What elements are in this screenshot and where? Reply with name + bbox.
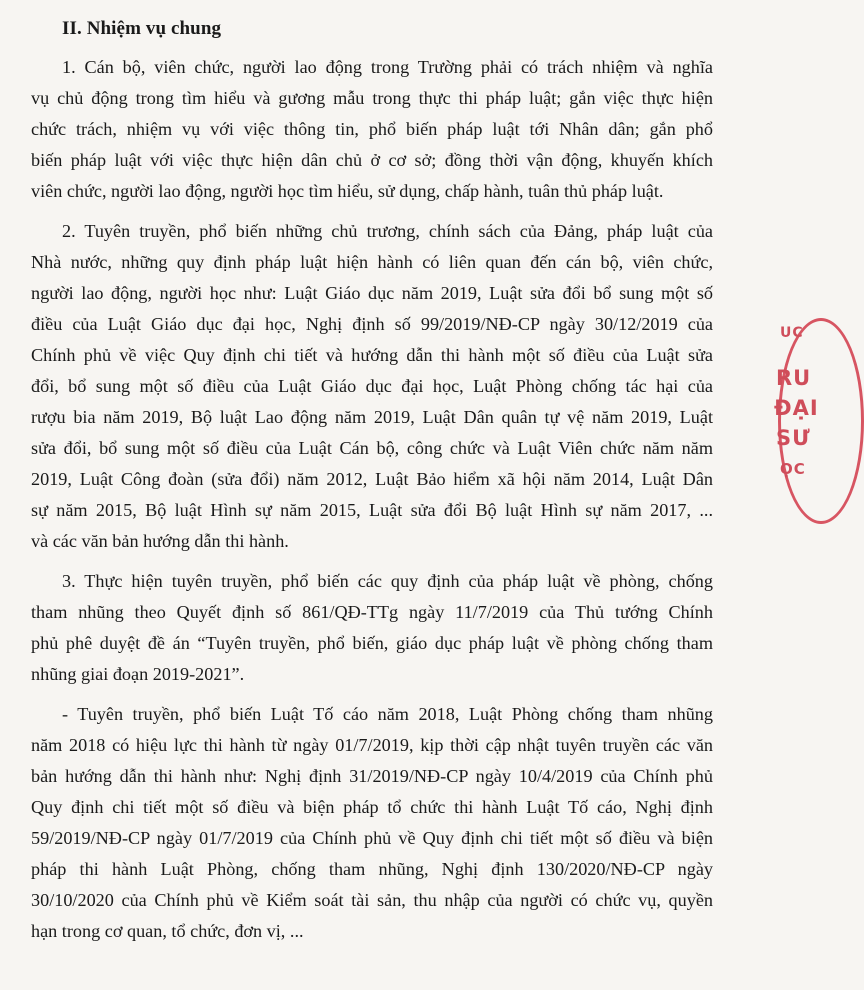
text-line: 59/2019/NĐ-CP ngày 01/7/2019 của Chính phủ về Quy định chi tiết một số điều và biện [31, 828, 713, 848]
text-line: 3. Thực hiện tuyên truyền, phổ biến các quy định của pháp luật về phòng, chống [62, 571, 713, 591]
text-line: và các văn bản hướng dẫn thi hành. [31, 531, 289, 551]
text-line: nhũng giai đoạn 2019-2021”. [31, 664, 245, 684]
seal-text: UC [780, 325, 804, 341]
text-line: năm 2018 có hiệu lực thi hành từ ngày 01/7/2019, kịp thời cập nhật tuyên truyền các văn [31, 735, 713, 755]
text-line: biến pháp luật với việc thực hiện dân chủ ở cơ sở; đồng thời vận động, khuyến khích [31, 150, 713, 170]
text-line: pháp thi hành Luật Phòng, chống tham nhũng, Nghị định 130/2020/NĐ-CP ngày [31, 859, 713, 879]
text-line: bản hướng dẫn thi hành như: Nghị định 31/2019/NĐ-CP ngày 10/4/2019 của Chính phủ [31, 766, 713, 786]
seal-text: ỌC [780, 460, 806, 478]
text-line: hạn trong cơ quan, tổ chức, đơn vị, ... [31, 921, 304, 941]
document-body [31, 52, 713, 947]
seal-text: SƯ [776, 426, 811, 450]
text-line: vụ chủ động trong tìm hiểu và gương mẫu trong thực thi pháp luật; gắn việc thực hiện [31, 88, 713, 108]
text-line: viên chức, người lao động, người học tìm hiểu, sử dụng, chấp hành, tuân thủ pháp luật. [31, 181, 664, 201]
text-line: 2. Tuyên truyền, phổ biến những chủ trương, chính sách của Đảng, pháp luật của [62, 221, 713, 241]
red-seal-stamp [760, 318, 819, 518]
seal-text: ĐẠI [774, 396, 819, 420]
text-line: 30/10/2020 của Chính phủ về Kiểm soát tài sản, thu nhập của người có chức vụ, quyền [31, 890, 713, 910]
text-line: phủ phê duyệt đề án “Tuyên truyền, phổ biến, giáo dục pháp luật về phòng chống tham [31, 633, 713, 653]
seal-text: RU [776, 366, 812, 390]
text-line: chức trách, nhiệm vụ với việc thông tin, phổ biến pháp luật tới Nhân dân; gắn phổ [31, 119, 713, 139]
text-line: Nhà nước, những quy định pháp luật hiện hành có liên quan đến cán bộ, viên chức, [31, 252, 713, 272]
text-line: 2019, Luật Công đoàn (sửa đổi) năm 2012, Luật Bảo hiểm xã hội năm 2014, Luật Dân [31, 469, 713, 489]
text-line: - Tuyên truyền, phổ biến Luật Tố cáo năm 2018, Luật Phòng chống tham nhũng [62, 704, 713, 724]
section-heading: II. Nhiệm vụ chung [62, 18, 222, 39]
text-line: rượu bia năm 2019, Bộ luật Lao động năm 2019, Luật Dân quân tự vệ năm 2019, Luật [31, 407, 713, 427]
text-line: người lao động, người học như: Luật Giáo dục năm 2019, Luật sửa đổi bổ sung một số [31, 283, 713, 303]
text-line: sửa đổi, bổ sung một số điều của Luật Cán bộ, công chức và Luật Viên chức năm năm [31, 438, 713, 458]
seal-ring [778, 318, 864, 524]
text-line: tham nhũng theo Quyết định số 861/QĐ-TTg ngày 11/7/2019 của Thủ tướng Chính [31, 602, 713, 622]
text-line: sự năm 2015, Bộ luật Hình sự năm 2015, Luật sửa đổi Bộ luật Hình sự năm 2017, ... [31, 500, 713, 520]
text-line: Quy định chi tiết một số điều và biện pháp tổ chức thi hành Luật Tố cáo, Nghị định [31, 797, 713, 817]
text-line: đổi, bổ sung một số điều của Luật Giáo dục đại học, Luật Phòng chống tác hại của [31, 376, 713, 396]
text-line: điều của Luật Giáo dục đại học, Nghị định số 99/2019/NĐ-CP ngày 30/12/2019 của [31, 314, 713, 334]
text-line: Chính phủ về việc Quy định chi tiết và hướng dẫn thi hành một số điều của Luật sửa [31, 345, 713, 365]
text-line: 1. Cán bộ, viên chức, người lao động trong Trường phải có trách nhiệm và nghĩa [62, 57, 713, 77]
